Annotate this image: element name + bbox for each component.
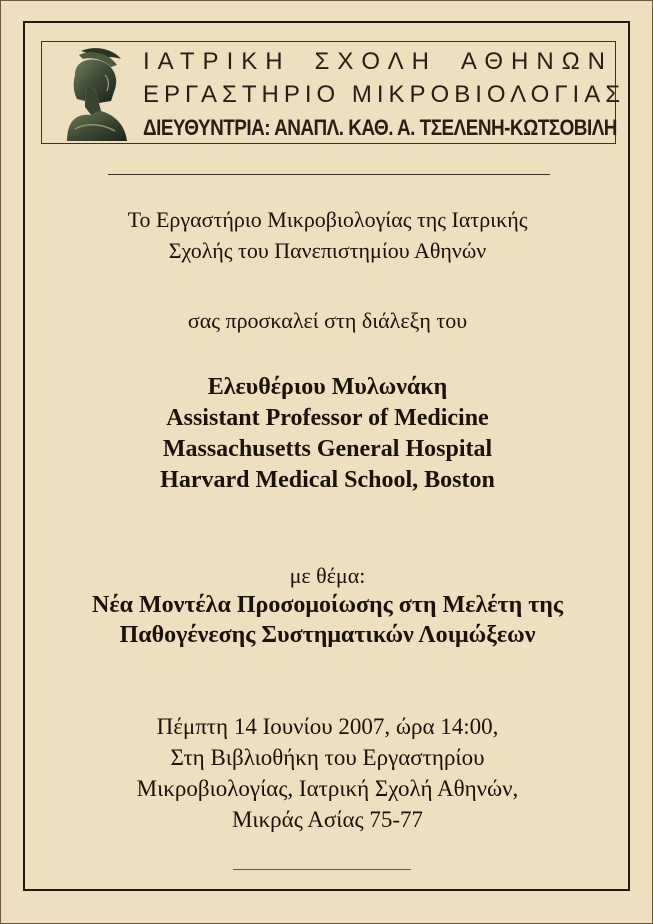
top-divider [108, 174, 550, 175]
header-school-name [143, 48, 613, 76]
header-director: ΔΙΕΥΘΥΝΤΡΙΑ: ΑΝΑΠΛ. ΚΑΘ. Α. ΤΣΕΛΕΝΗ-ΚΩΤΣΟΒΙΛΗ [143, 115, 617, 140]
event-date-time: Πέμπτη 14 Ιουνίου 2007, ώρα 14:00, [156, 714, 499, 739]
subject-line-2: Παθογένεσης Συστηματικών Λοιμώξεων [119, 622, 536, 648]
event-venue-1: Στη Βιβλιοθήκη του Εργαστηρίου [170, 745, 485, 770]
speaker-title: Assistant Professor of Medicine [166, 405, 489, 431]
greek-warrior-helmet-statue-icon [45, 45, 145, 141]
header-word-1: ΙΑΤΡΙΚΗ [143, 48, 291, 75]
subject-line-1: Νέα Μοντέλα Προσομοίωσης στη Μελέτη της [91, 592, 564, 618]
event-address: Μικράς Ασίας 75-77 [231, 807, 424, 832]
header-word-3: ΑΘΗΝΩΝ [460, 48, 613, 75]
intro-line-2: Σχολής του Πανεπιστημίου Αθηνών [168, 238, 487, 263]
speaker-hospital: Massachusetts General Hospital [162, 436, 493, 462]
invite-text [1, 308, 653, 334]
intro-text [1, 204, 653, 266]
invite-line: σας προσκαλεί στη διάλεξη του [187, 308, 468, 333]
header-word-2: ΣΧΟΛΗ [314, 48, 437, 75]
speaker-school: Harvard Medical School, Boston [160, 467, 495, 493]
event-details [1, 711, 653, 835]
subject-label [1, 563, 653, 589]
speaker-name: Ελευθέριου Μυλωνάκη [207, 374, 448, 400]
speaker-block [1, 372, 653, 496]
intro-line-1: Το Εργαστήριο Μικροβιολογίας της Ιατρικής [127, 207, 528, 232]
subject-label-text: με θέμα: [289, 563, 366, 588]
event-venue-2: Μικροβιολογίας, Ιατρική Σχολή Αθηνών, [136, 776, 519, 801]
subject-title [1, 590, 653, 650]
bottom-divider [233, 869, 411, 870]
header-lab-name: ΕΡΓΑΣΤΗΡΙΟ ΜΙΚΡΟΒΙΟΛΟΓΙΑΣ [143, 81, 626, 108]
